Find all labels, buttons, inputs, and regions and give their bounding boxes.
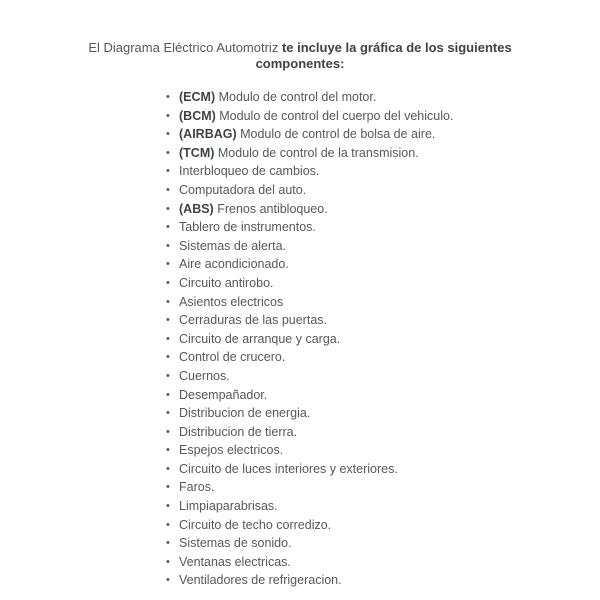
list-item — [166, 107, 453, 126]
bullet-icon: • — [166, 295, 170, 308]
bullet-icon: • — [166, 518, 170, 531]
component-acronym: (AIRBAG) — [179, 127, 237, 142]
component-acronym: (ABS) — [179, 201, 214, 216]
component-text: Frenos antibloqueo. — [213, 201, 328, 216]
component-text: Circuito de techo corredizo. — [179, 517, 332, 532]
list-item — [166, 478, 453, 497]
list-item — [166, 274, 453, 293]
component-acronym: (ECM) — [179, 90, 216, 104]
component-text: Asientos electricos — [179, 294, 284, 309]
page-title — [70, 40, 530, 71]
bullet-icon: • — [166, 146, 170, 159]
component-text: Ventiladores de refrigeracion. — [179, 573, 342, 588]
component-text: Modulo de control del cuerpo del vehiculo. — [215, 108, 454, 123]
bullet-icon: • — [166, 239, 170, 252]
list-item — [166, 218, 453, 237]
bullet-icon: • — [166, 500, 170, 513]
list-item — [166, 88, 453, 107]
list-item — [166, 404, 453, 423]
bullet-icon: • — [166, 221, 170, 234]
bullet-icon: • — [166, 425, 170, 438]
component-text: Faros. — [179, 480, 215, 495]
list-item — [166, 553, 453, 572]
component-text: Modulo de control del motor. — [215, 90, 377, 104]
component-text: Tablero de instrumentos. — [179, 220, 316, 235]
component-text: Circuito de luces interiores y exteriores. — [179, 461, 398, 476]
bullet-icon: • — [166, 183, 170, 196]
bullet-icon: • — [166, 91, 170, 103]
component-acronym: (TCM) — [179, 145, 215, 160]
component-text: Cuernos. — [179, 368, 230, 383]
bullet-icon: • — [166, 351, 170, 364]
list-item — [166, 181, 453, 200]
list-item — [166, 423, 453, 442]
component-text: Distribucion de tierra. — [179, 424, 298, 439]
component-text: Computadora del auto. — [179, 182, 307, 197]
list-item — [166, 237, 453, 256]
list-item — [166, 516, 453, 535]
component-text: Cerraduras de las puertas. — [179, 313, 327, 328]
bullet-icon: • — [166, 165, 170, 178]
list-item — [166, 367, 453, 386]
component-text: Aire acondicionado. — [179, 257, 289, 272]
component-text: Circuito antirobo. — [179, 275, 274, 290]
list-item — [166, 144, 453, 163]
list-item — [166, 311, 453, 330]
list-item — [166, 162, 453, 181]
component-text: Modulo de control de la transmision. — [214, 145, 419, 160]
bullet-icon: • — [166, 462, 170, 475]
bullet-icon: • — [166, 555, 170, 568]
list-item — [166, 460, 453, 479]
list-item — [166, 534, 453, 553]
component-text: Limpiaparabrisas. — [179, 499, 278, 514]
component-text: Interbloqueo de cambios. — [179, 164, 320, 179]
list-item — [166, 255, 453, 274]
component-text: Desempañador. — [179, 387, 268, 402]
components-list — [166, 88, 453, 590]
component-acronym: (BCM) — [179, 108, 216, 123]
list-item — [166, 330, 453, 349]
list-item — [166, 441, 453, 460]
bullet-icon: • — [166, 574, 170, 587]
component-text: Ventanas electricas. — [179, 554, 291, 569]
bullet-icon: • — [166, 314, 170, 327]
component-text: Distribucion de energia. — [179, 406, 311, 421]
bullet-icon: • — [166, 537, 170, 550]
bullet-icon: • — [166, 332, 170, 345]
bullet-icon: • — [166, 276, 170, 289]
component-text: Circuito de arranque y carga. — [179, 331, 341, 346]
list-item — [166, 571, 453, 590]
list-item — [166, 497, 453, 516]
bullet-icon: • — [166, 388, 170, 401]
component-text: Control de crucero. — [179, 350, 286, 365]
page-title-bold: te incluye la gráfica de los siguientes componentes: — [255, 40, 512, 71]
component-text: Modulo de control de bolsa de aire. — [236, 127, 436, 142]
bullet-icon: • — [166, 407, 170, 420]
component-text: Espejos electricos. — [179, 443, 284, 458]
bullet-icon: • — [166, 444, 170, 457]
bullet-icon: • — [166, 258, 170, 271]
list-item — [166, 293, 453, 312]
page-title-regular: El Diagrama Eléctrico Automotriz — [88, 40, 282, 55]
list-item — [166, 348, 453, 367]
component-text: Sistemas de sonido. — [179, 536, 292, 551]
list-item — [166, 200, 453, 219]
list-item — [166, 125, 453, 144]
bullet-icon: • — [166, 128, 170, 141]
bullet-icon: • — [166, 109, 170, 122]
bullet-icon: • — [166, 202, 170, 215]
bullet-icon: • — [166, 369, 170, 382]
list-item — [166, 386, 453, 405]
bullet-icon: • — [166, 481, 170, 494]
component-text: Sistemas de alerta. — [179, 238, 286, 253]
